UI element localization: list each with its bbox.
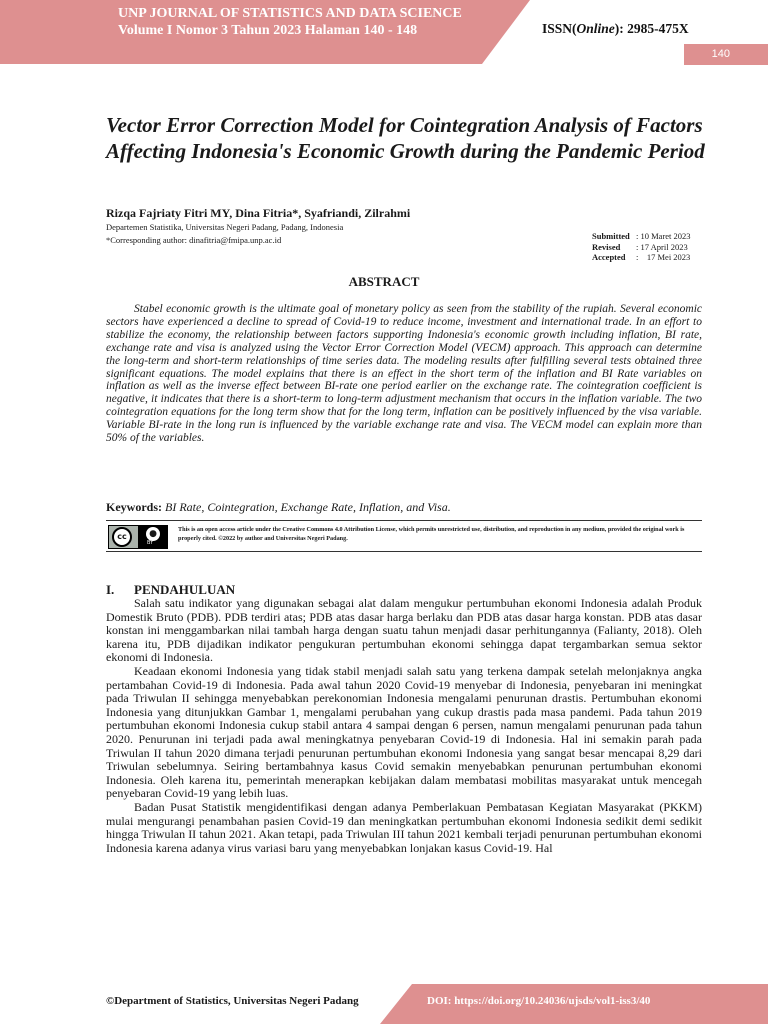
affiliation: Departemen Statistika, Universitas Negeri Padang, Padang, Indonesia	[106, 222, 344, 232]
body-paragraph: Badan Pusat Statistik mengidentifikasi dengan adanya Pemberlakuan Pembatasan Kegiatan Masyarakat (PKKM) mulai mengurangi penambahan pasien Covid-19 dan meningkatkan pertumbuhan ekonomi Indonesia sedikit demi sedikit hingga Triwulan II tahun 2021. Akan tetapi, pada Triwulan III tahun 2021 kembali terjadi penurunan pertumbuhan ekonomi Indonesia karena adanya virus variasi baru yang menyebabkan lonjakan kasus Covid-19. Hal	[106, 799, 702, 855]
section-title: PENDAHULUAN	[134, 582, 236, 597]
date-value: : 17 April 2023	[636, 241, 688, 252]
person-icon: ●	[146, 527, 160, 541]
body-paragraph: Keadaan ekonomi Indonesia yang tidak stabil menjadi salah satu yang terkena dampak setelah melonjaknya angka pertambahan Covid-19 di Indonesia. Pada awal tahun 2020 Covid-19 menyebar di Indonesia, penyebaran ini meningkat pada Triwulan II sehingga menyebabkan perekonomian Indonesia mengalami penurunan drastis. Pertumbuhan ekonomi Indonesia yang ditunjukkan Gambar 1, mengalami perubahan yang cukup drastis pada masa pandemi. Pada tahun 2019 pertumbuhan ekonomi Indonesia cukup stabil antara 4 sampai dengan 6 persen, namun mengalami penurunan pada tahun 2020. Penurunan ini terjadi pada awal meningkatnya penyebaran Covid-19 di Indonesia. Hal ini semakin parah pada Triwulan II tahun 2020 dimana terjadi penurunan pertumbuhan ekonomi Indonesia yang sangat besar mencapai 8,29 dari Triwulan sebelumnya. Seiring bertambahnya kasus Covid semakin menyebabkan penurunan pertumbuhan ekonomi Indonesia. Oleh karena itu, pemerintah menerapkan kebijakan dalam membatasi mobilitas masyarakat untuk mencegah penyebaran Covid-19 yang lebih luas.	[106, 663, 702, 801]
section-number: I.	[106, 582, 115, 597]
corresponding-author: *Corresponding author: dinafitria@fmipa.unp.ac.id	[106, 235, 282, 245]
cc-by-badge[interactable]	[108, 525, 168, 549]
date-label: Revised	[592, 241, 621, 252]
issn	[542, 21, 689, 37]
date-value: : 10 Maret 2023	[636, 231, 691, 241]
issn-online: Online	[576, 21, 615, 36]
keywords-label: Keywords:	[106, 500, 162, 514]
article-title: Vector Error Correction Model for Cointegration Analysis of Factors Affecting Indonesia's Economic Growth during the Pandemic Period	[106, 113, 705, 163]
body-paragraph: Salah satu indikator yang digunakan sebagai alat dalam mengukur pertumbuhan ekonomi Indonesia adalah Produk Domestik Bruto (PDB). PDB terdiri atas; PDB atas dasar harga berlaku dan PDB atas dasar harga konstan. PDB atas dasar konstan ini menggambarkan nilai tambah harga dengan suatu tahun menjadi dasar perhitungannya (Falianty, 2018). Oleh karena itu, PDB dijadikan indikator pengukuran pertumbuhan ekonomi sehingga dapat tergambarkan semua sektor ekonomi di Indonesia.	[106, 596, 702, 665]
date-revised	[592, 242, 700, 253]
journal-volume: Volume I Nomor 3 Tahun 2023 Halaman 140 - 148	[118, 23, 418, 38]
date-label: Accepted	[592, 252, 626, 262]
keywords	[106, 500, 451, 515]
keywords-value: BI Rate, Cointegration, Exchange Rate, Inflation, and Visa.	[162, 500, 451, 514]
cc-icon: cc	[112, 527, 132, 547]
section-body	[106, 597, 702, 855]
date-submitted	[592, 231, 700, 242]
date-value: : 17 Mei 2023	[636, 252, 691, 262]
journal-name: UNP JOURNAL OF STATISTICS AND DATA SCIENCE	[118, 6, 462, 21]
abstract-text: Stabel economic growth is the ultimate goal of monetary policy as seen from the stability of the rupiah. Several economic sectors have experienced a decline to spread of Covid-19 to reduce income, investment and international trade. In an effort to stabilize the economy, the relationship between factors supporting Indonesia's economic growth including inflation, BI rate, exchange rate and visa is analyzed using the Vector Error Correction Model (VECM) approach. This approach can determine the long-term and short-term relationships of time series data. The modeling results after fulfilling several tests obtained three significant equations. The model explains that there is an effect in the short term of the inflation and BI Rate variables on inflation as well as the inverse effect between BI-rate one period earlier on the exchange rate. The cointegration coefficient is negative, it indicates that there is a short-term to long-term adjustment mechanism that occurs in the inflation variable. The two cointegration equations for the long term show that for the long term, inflation can be positively influenced by the visa variable. Variable BI-rate in the long run is influenced by the variable exchange rate and visa. The VECM model can explain more than 50% of the variables.	[106, 303, 702, 445]
issn-prefix: ISSN(	[542, 21, 577, 36]
by-label: BY	[147, 540, 154, 546]
abstract-heading: ABSTRACT	[348, 274, 420, 289]
article-dates	[592, 231, 700, 263]
date-accepted	[592, 252, 700, 263]
page-number: 140	[684, 44, 768, 65]
issn-suffix: ): 2985-475X	[614, 21, 689, 36]
license-box	[106, 520, 702, 552]
footer-doi-link[interactable]: DOI: https://doi.org/10.24036/ujsds/vol1-iss3/40	[427, 995, 651, 1007]
license-text: This is an open access article under the Creative Commons 4.0 Attribution License, which permits unrestricted use, distribution, and reproduction in any medium, provided the original work is properly cited. ©2022 by author and Universitas Negeri Padang.	[178, 526, 685, 542]
author-list: Rizqa Fajriaty Fitri MY, Dina Fitria*, Syafriandi, Zilrahmi	[106, 206, 411, 220]
date-label: Submitted	[592, 231, 630, 241]
footer-copyright: ©Department of Statistics, Universitas Negeri Padang	[106, 995, 359, 1007]
